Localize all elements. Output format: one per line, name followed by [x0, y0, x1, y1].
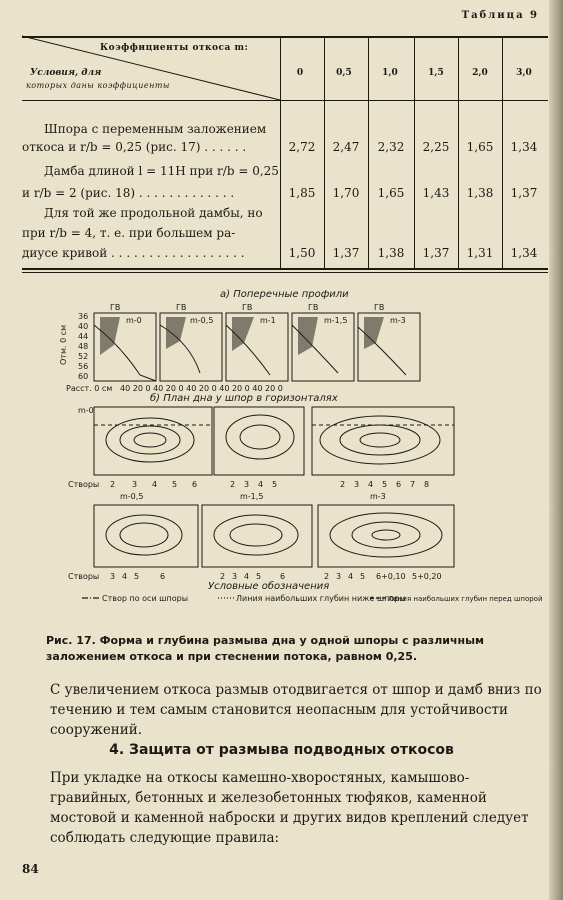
section-title: 4. Защита от размыва подводных откосов — [109, 742, 454, 758]
paragraph-2 — [22, 768, 550, 848]
stvory-number: 5 — [256, 572, 262, 581]
row-3-value: 1,31 — [466, 246, 494, 260]
row-3-value: 1,50 — [288, 246, 316, 260]
row-1-value: 2,32 — [377, 140, 405, 154]
stvory-label: Створы — [68, 480, 100, 489]
figure-17 — [59, 285, 543, 615]
stvory-number: 4 — [368, 480, 374, 489]
y-axis-label: Отм. 0 см — [59, 324, 68, 365]
m-label: m-1 — [260, 316, 276, 325]
column-header: 2,0 — [472, 68, 488, 78]
row-2-value: 1,65 — [377, 186, 405, 200]
row-2-value: 1,38 — [466, 186, 494, 200]
stvory-number: 8 — [424, 480, 430, 489]
x-axis-label: Расст. 0 см — [66, 384, 113, 393]
stvory-number: 5+0,20 — [412, 572, 442, 581]
row-1-value: 2,47 — [332, 140, 360, 154]
stvory-number: 3 — [132, 480, 138, 489]
stvory-number: 6 — [160, 572, 166, 581]
page-edge-shadow — [549, 0, 563, 900]
stvory-number: 6 — [396, 480, 402, 489]
stvory-number: 2 — [110, 480, 116, 489]
stvory-number: 2 — [230, 480, 236, 489]
profile-label: ГВ — [374, 303, 385, 312]
stvory-number: 6+0,10 — [376, 572, 406, 581]
profile-label: ГВ — [176, 303, 187, 312]
row-3-line-1: Для той же продольной дамбы, но — [44, 206, 263, 220]
table-label: Таблица 9 — [461, 10, 539, 21]
stvory-number: 3 — [336, 572, 342, 581]
table-header-rule — [22, 100, 548, 101]
paragraph-2-text: При укладке на откосы камешно-хворостяных, камышово-гравийных, бетонных и железобетонных тюфяков, каменной мостовой и каменной наброски и других видов креплений следует соблюдать следующие правила: — [50, 770, 529, 846]
row-1-value: 2,72 — [288, 140, 316, 154]
row-3-value: 1,37 — [422, 246, 450, 260]
column-header: 3,0 — [516, 68, 532, 78]
paragraph-1-text: С увеличением откоса размыв отодвигается от шпор и дамб вниз по течению и тем самым становится неопасным для устойчивости сооружений. — [50, 682, 542, 738]
legend-item: Линия наибольших глубин ниже шпоры — [236, 594, 406, 603]
row-2-line-1: Дамба длиной l = 11H при r/b = 0,25 — [44, 164, 279, 178]
y-tick: 60 — [78, 372, 89, 381]
cross-profiles — [59, 303, 420, 404]
legend-item: Линия наибольших глубин перед шпорой — [388, 595, 543, 603]
stvory-number: 4 — [122, 572, 128, 581]
row-2-value: 1,70 — [332, 186, 360, 200]
row-1-value: 1,65 — [466, 140, 494, 154]
column-header: 0,5 — [336, 68, 352, 78]
header-conditions: Условия, для — [30, 68, 102, 78]
row-2-line-2: и r/b = 2 (рис. 18) . . . . . . . . . . . . . — [22, 186, 235, 200]
stvory-number: 5 — [382, 480, 388, 489]
m-plan-label: m-1,5 — [240, 492, 264, 501]
row-1-line-1: Шпора с переменным заложением — [44, 122, 267, 136]
y-tick: 56 — [78, 362, 89, 371]
stvory-number: 4 — [152, 480, 158, 489]
stvory-number: 7 — [410, 480, 416, 489]
page-number: 84 — [22, 862, 39, 876]
y-tick: 44 — [78, 332, 89, 341]
row-1-line-2: откоса и r/b = 0,25 (рис. 17) . . . . . . — [22, 140, 247, 154]
stvory-number: 3 — [232, 572, 238, 581]
table-bottom-rule-2 — [22, 272, 548, 273]
m-label: m-0 — [126, 316, 142, 325]
stvory-number: 5 — [134, 572, 140, 581]
row-3-value: 1,38 — [377, 246, 405, 260]
header-conditions-2: которых даны коэффициенты — [26, 81, 170, 90]
paragraph-1 — [22, 680, 550, 740]
row-3-line-2: при r/b = 4, т. е. при большем ра- — [22, 226, 236, 240]
figure-title: а) Поперечные профили — [220, 289, 349, 300]
figure-caption: Рис. 17. Форма и глубина размыва дна у одной шпоры с различным заложением откоса и при стеснении потока, равном 0,25. — [46, 634, 485, 663]
table-bottom-rule — [22, 268, 548, 270]
stvory-number: 2 — [324, 572, 330, 581]
stvory-number: 4 — [348, 572, 354, 581]
stvory-number: 4 — [244, 572, 250, 581]
stvory-number: 6 — [280, 572, 286, 581]
stvory-number: 2 — [340, 480, 346, 489]
column-header: 0 — [296, 68, 304, 78]
stvory-number: 2 — [220, 572, 226, 581]
stvory-number: 5 — [360, 572, 366, 581]
m-plan-label: m-0 — [78, 406, 94, 415]
profile-label: ГВ — [110, 303, 121, 312]
y-tick: 48 — [78, 342, 89, 351]
legend-title: Условные обозначения — [208, 581, 330, 592]
row-1-value: 2,25 — [422, 140, 450, 154]
stvory-number: 5 — [272, 480, 278, 489]
y-tick: 52 — [78, 352, 89, 361]
stvory-number: 3 — [354, 480, 360, 489]
m-label: m-3 — [390, 316, 406, 325]
profile-label: ГВ — [242, 303, 253, 312]
plan-title: б) План дна у шпор в горизонталях — [150, 393, 338, 404]
plan-row-2 — [94, 505, 454, 567]
stvory-number: 6 — [192, 480, 198, 489]
stvory-number: 3 — [244, 480, 250, 489]
m-label: m-0,5 — [190, 316, 214, 325]
row-2-value: 1,85 — [288, 186, 316, 200]
column-header: 1,0 — [382, 68, 398, 78]
row-1-value: 1,34 — [510, 140, 538, 154]
m-plan-label: m-0,5 — [120, 492, 144, 501]
stvory-number: 3 — [110, 572, 116, 581]
plan-row-1 — [94, 407, 454, 475]
m-label: m-1,5 — [324, 316, 348, 325]
stvory-number: 5 — [172, 480, 178, 489]
x-ticks: 40 20 0 40 20 0 40 20 0 40 20 0 40 20 0 — [120, 384, 283, 393]
y-tick: 36 — [78, 312, 89, 321]
column-header: 1,5 — [428, 68, 444, 78]
row-3-value: 1,37 — [332, 246, 360, 260]
y-tick: 40 — [78, 322, 89, 331]
row-3-value: 1,34 — [510, 246, 538, 260]
m-plan-label: m-3 — [370, 492, 386, 501]
stvory-label: Створы — [68, 572, 100, 581]
profile-label: ГВ — [308, 303, 319, 312]
row-3-line-3: диусе кривой . . . . . . . . . . . . . . . . . . — [22, 246, 245, 260]
row-2-value: 1,37 — [510, 186, 538, 200]
legend-item: Створ по оси шпоры — [102, 594, 189, 603]
stvory-number: 4 — [258, 480, 264, 489]
row-2-value: 1,43 — [422, 186, 450, 200]
header-coefficients: Коэффициенты откоса m: — [100, 43, 249, 53]
